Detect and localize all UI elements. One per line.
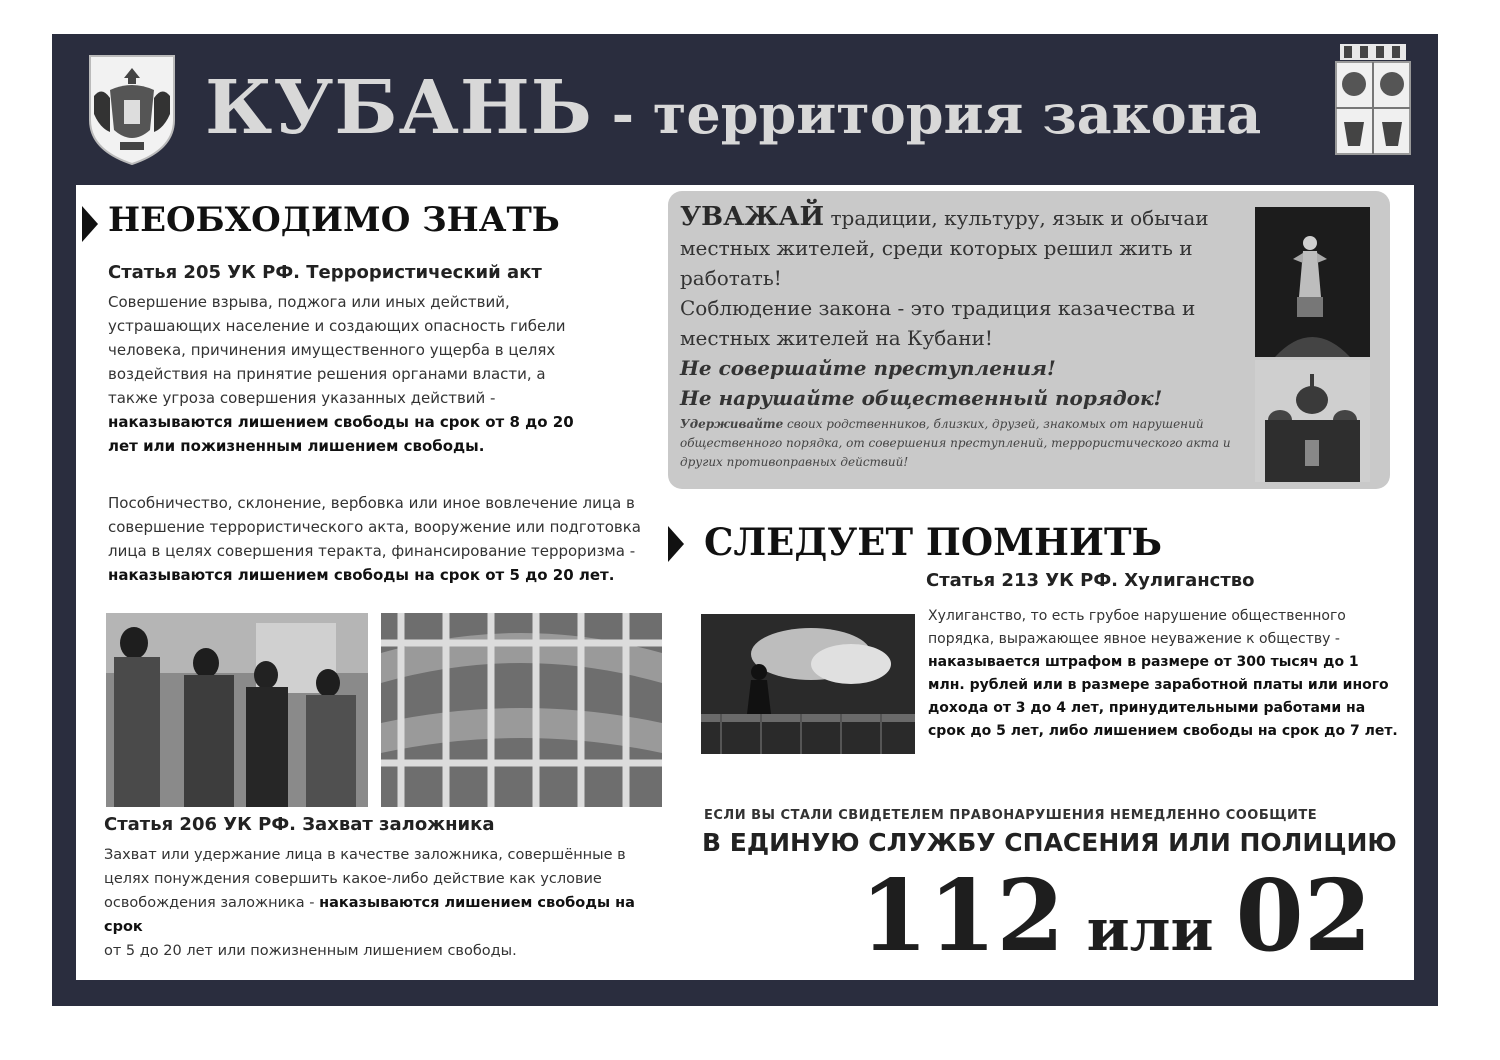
photo-detained-suspect xyxy=(106,613,368,807)
section-heading-must-remember: СЛЕДУЕТ ПОМНИТЬ xyxy=(704,520,1163,564)
article-213-paragraph: Хулиганство, то есть грубое нарушение общественного порядка, выражающее явное неуважение к обществу - наказывается штрафом в размере от 300 тысяч до 1 млн. рублей или в размере заработной платы или иного дохода от 3 до 4 лет, принудительными работами на срок до 5 лет, либо лишением свободы на срок до 7 лет. xyxy=(928,608,1398,739)
emergency-number-112: 112 xyxy=(860,859,1065,974)
article-205-title: Статья 205 УК РФ. Террористический акт xyxy=(108,262,542,283)
article-205-paragraph-2: Пособничество, склонение, вербовка или иное вовлечение лица в совершение террористического акта, вооружение или подготовка лица в целях совершения теракта, финансирование терроризма - наказываются лишением свободы на срок от 5 до 20 лет. xyxy=(108,494,641,584)
krasnodar-city-coat-of-arms-icon xyxy=(1330,42,1416,158)
poster-title xyxy=(205,58,1261,158)
photo-hooligan xyxy=(701,614,915,754)
warning-no-crimes: Не совершайте преступления! xyxy=(680,356,1056,380)
emergency-numbers xyxy=(860,859,1372,974)
section-heading-need-to-know: НЕОБХОДИМО ЗНАТЬ xyxy=(108,200,560,240)
emergency-numbers-or: или xyxy=(1086,896,1214,964)
article-205-paragraph-1: Совершение взрыва, поджога или иных действий, устрашающих население и создающих опасность гибели человека, причинения имущественного ущерба в целях воздействия на принятие решения органами власти, а также угроза совершения указанных действий - наказываются лишением свободы на срок от 8 до 20 лет или пожизненным лишением свободы. xyxy=(108,293,574,455)
article-206-paragraph: Захват или удержание лица в качестве заложника, совершённые в целях понуждения совершить какое-либо действие как условие освобождения заложника - наказываются лишением свободы на срок от 5 до 20 лет или пожизненным лишением свободы. xyxy=(104,847,635,959)
article-206-title: Статья 206 УК РФ. Захват заложника xyxy=(104,814,495,835)
photo-prison-bars xyxy=(381,613,662,807)
respect-lead-word: УВАЖАЙ xyxy=(680,202,825,232)
respect-panel-note: Удерживайте своих родственников, близких, друзей, знакомых от нарушений общественного порядка, от совершения преступлений, террористического акта и других противоправных действий! xyxy=(680,417,1231,469)
heading-arrow-icon xyxy=(82,206,98,242)
warning-no-disorder: Не нарушайте общественный порядок! xyxy=(680,386,1163,410)
poster-title-subtitle: - территория закона xyxy=(592,82,1262,146)
emergency-number-02: 02 xyxy=(1235,859,1372,974)
poster-title-main: КУБАНЬ xyxy=(205,65,593,151)
photo-monument xyxy=(1255,207,1370,357)
report-instruction-big: В ЕДИНУЮ СЛУЖБУ СПАСЕНИЯ ИЛИ ПОЛИЦИЮ xyxy=(702,828,1397,857)
krasnodar-krai-coat-of-arms-icon xyxy=(84,50,180,168)
respect-panel-text: УВАЖАЙ традиции, культуру, язык и обычаи местных жителей, среди которых решил жить и работать! Соблюдение закона - это традиция казачества и местных жителей на Кубани! Не совершайте преступления! Не нарушайте общественный порядок! Удерживайте своих родственников, близких, друзей, знакомых от нарушений общественного порядка, от совершения преступлений, террористического акта и других противоправных действий! xyxy=(680,202,1240,472)
heading-arrow-icon xyxy=(668,526,684,562)
photo-cathedral xyxy=(1255,360,1370,482)
article-213-title: Статья 213 УК РФ. Хулиганство xyxy=(926,570,1255,591)
report-instruction-small: ЕСЛИ ВЫ СТАЛИ СВИДЕТЕЛЕМ ПРАВОНАРУШЕНИЯ НЕМЕДЛЕННО СООБЩИТЕ xyxy=(704,808,1318,823)
